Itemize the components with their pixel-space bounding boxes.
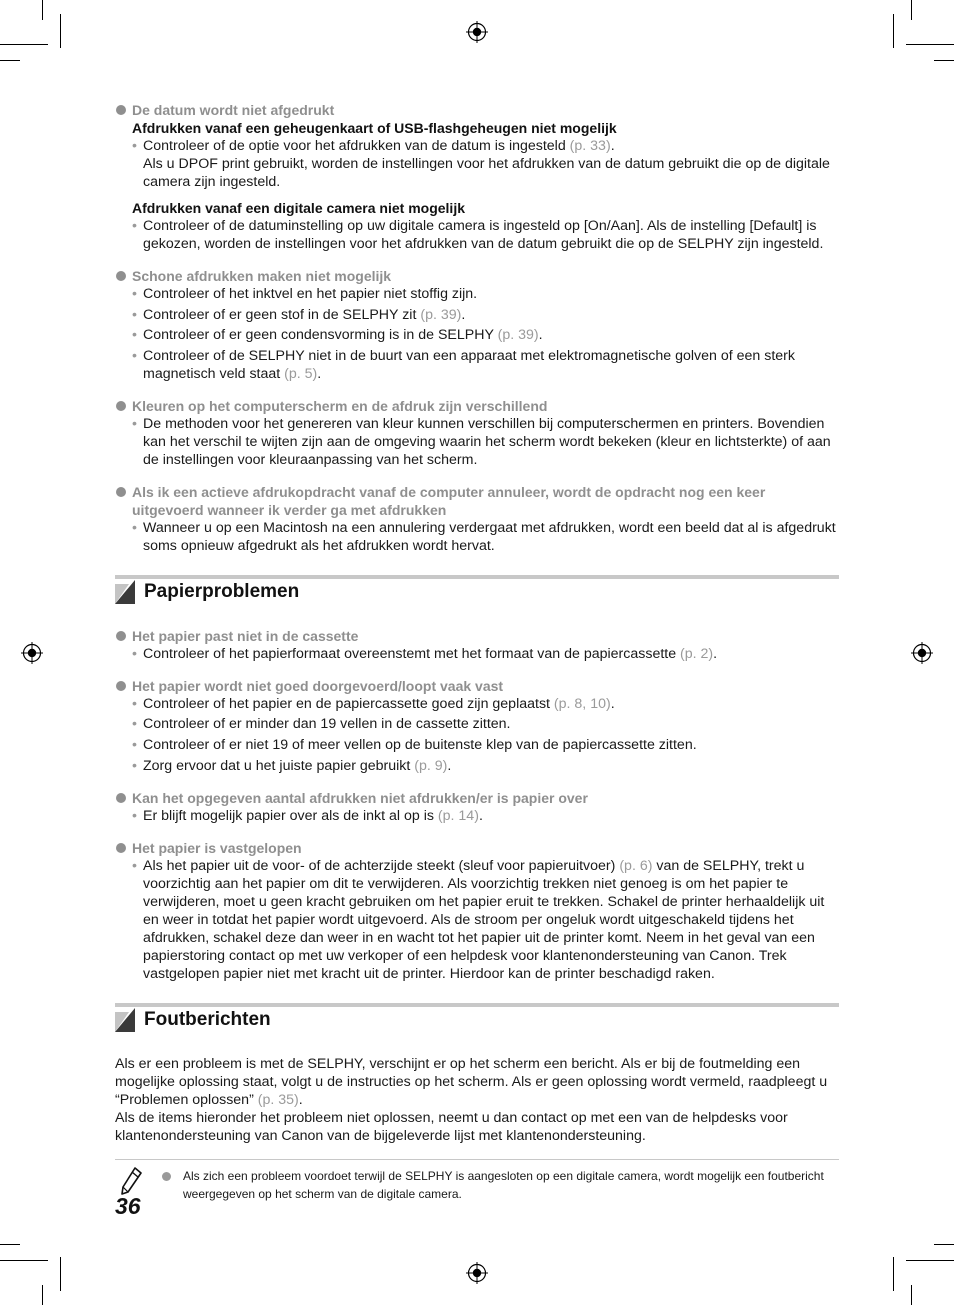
page-ref-link[interactable]: (p. 39) [420,306,462,323]
bullet-dot-icon [116,105,126,115]
sub-heading: Afdrukken vanaf een geheugenkaart of USB-flashgeheugen niet mogelijk [132,120,617,136]
registration-mark-icon [466,21,488,43]
list-item: • Als het papier uit de voor- of de achterzijde steekt (sleuf voor papieruitvoer) (p. 6) van de SELPHY, trekt u voorzichtig aan het papier om dit te verwijderen. Als voorzichtig trekken niet genoeg is om het papier te verwijderen, moet u geen kracht gebruiken om het papier eruit te trekken. Schakel de printer herhaaldelijk uit en weer in totdat het papier wordt uitgevoerd. Als de stroom per ongeluk wordt uitgeschakeld tijdens het afdrukken, schakel deze dan weer in en wacht tot het papier uit de printer komt. Neem in het geval van een papierstoring contact op met uw verkoper of een helpdesk voor klantenondersteuning van Canon. Trek vastgelopen papier niet met kracht uit de printer. Hierdoor kan de printer beschadigd raken. [132,857,825,982]
section-heading: Schone afdrukken maken niet mogelijk [115,267,839,285]
bullet-list [115,857,839,983]
page-ref-link[interactable]: (p. 14) [437,807,479,824]
crop-mark [42,0,43,20]
bullet-icon: • [132,807,137,824]
crop-mark [42,1285,43,1305]
section-heading: Kan het opgegeven aantal afdrukken niet afdrukken/er is papier over [115,789,839,807]
bullet-icon: • [132,757,137,774]
bullet-icon: • [132,286,137,302]
crop-mark [911,0,912,20]
list-item: • Controleer of er geen stof in de SELPHY zit (p. 39). [132,306,466,323]
troubleshoot-section [115,627,839,663]
page-ref-link[interactable]: (p. 33) [569,138,611,154]
list-item: • Controleer of er niet 19 of meer vellen op de buitenste klep van de papiercassette zitten. [132,736,697,753]
list-item: • Controleer of er geen condensvorming is in de SELPHY (p. 39). [132,327,543,344]
bullet-dot-icon [116,793,126,803]
bullet-icon: • [132,306,137,323]
crop-mark [60,14,61,48]
crop-mark [934,1244,954,1245]
bullet-list [115,137,839,191]
list-item: • Er blijft mogelijk papier over als de inkt al op is (p. 14). [132,807,483,824]
bullet-dot-icon [116,843,126,853]
body-paragraph: Als er een probleem is met de SELPHY, verschijnt er op het scherm een bericht. Als er bij de foutmelding een mogelijke oplossing staat, volgt u de instructies op het scherm. Als er geen oplossing wordt vermeld, raadpleegt u “Problemen oplossen” (p. 35). Als de items hieronder het probleem niet oplossen, neemt u dan contact op met een van de helpdesks voor klantenondersteuning van Canon van de bijgeleverde lijst met klantenondersteuning. [115,1055,828,1144]
section-title-bar [115,575,839,609]
bullet-icon: • [132,138,137,154]
bullet-icon: • [132,347,137,364]
bullet-icon: • [132,645,137,662]
list-item: • Controleer of er minder dan 19 vellen in de cassette zitten. [132,716,511,733]
troubleshoot-section [115,789,839,825]
bullet-icon: • [132,695,137,712]
bullet-icon: • [132,736,137,753]
crop-mark [893,1257,894,1291]
crop-mark [60,1257,61,1291]
note-box [115,1159,839,1205]
crop-mark [0,1260,48,1261]
page-number: 36 [115,1193,141,1219]
bullet-dot-icon [116,271,126,281]
list-item: • Controleer of het papierformaat overeenstemt met het formaat van de papiercassette (p. 2). [132,645,718,662]
troubleshoot-section [115,483,839,555]
page-ref-link[interactable]: (p. 5) [284,365,318,382]
section-heading: Het papier is vastgelopen [115,839,839,857]
bullet-icon: • [132,327,137,344]
troubleshoot-section [115,839,839,983]
crop-mark [0,1244,20,1245]
crop-mark [906,44,954,45]
bullet-list [115,807,839,825]
list-item: • Controleer of het inktvel en het papier niet stoffig zijn. [132,286,478,302]
registration-mark-icon [21,642,43,664]
list-item: • Wanneer u op een Macintosh na een annulering verdergaat met afdrukken, wordt een beeld dat al is afgedrukt soms opnieuw afgedrukt als het afdrukken wordt hervat. [132,519,836,554]
troubleshoot-section [115,397,839,469]
page-ref-link[interactable]: (p. 9) [414,757,448,774]
troubleshoot-section [115,677,839,775]
troubleshoot-section [115,101,839,253]
section-heading: Kleuren op het computerscherm en de afdruk zijn verschillend [115,397,839,415]
section-title: Foutberichten [144,1008,271,1030]
crop-mark [934,60,954,61]
note-text: Als zich een probleem voordoet terwijl de SELPHY is aangesloten op een digitale camera, wordt mogelijk een foutbericht weergegeven op het scherm van de digitale camera. [183,1168,824,1201]
section-heading: Het papier past niet in de cassette [115,627,839,645]
page-ref-link[interactable]: (p. 8, 10) [553,695,611,712]
crop-mark [906,1260,954,1261]
bullet-dot-icon [116,401,126,411]
crop-mark [0,44,48,45]
page-ref-link[interactable]: (p. 2) [680,645,714,662]
bullet-list [115,695,839,775]
bullet-list [115,519,839,555]
section-title: Papierproblemen [144,580,300,602]
list-item: • Controleer of de SELPHY niet in de buurt van een apparaat met elektromagnetische golven of een sterk magnetisch veld staat (p. 5). [132,347,795,382]
bullet-list [115,285,839,383]
page-ref-link[interactable]: (p. 39) [497,327,539,344]
section-heading: Als ik een actieve afdrukopdracht vanaf de computer annuleer, wordt de opdracht nog een keer uitgevoerd wanneer ik verder ga met afdrukken [115,483,839,519]
list-item: • Zorg ervoor dat u het juiste papier gebruikt (p. 9). [132,757,452,774]
section-heading: De datum wordt niet afgedrukt [115,101,839,119]
bullet-dot-icon [116,631,126,641]
sub-heading: Afdrukken vanaf een digitale camera niet mogelijk [132,200,465,216]
bullet-icon: • [132,716,137,733]
bullet-icon: • [132,218,137,234]
section-title-bar [115,1003,839,1037]
bullet-list [115,217,839,253]
pencil-note-icon [119,1166,143,1196]
heading-triangle-icon [115,1008,135,1032]
bullet-icon: • [132,857,137,874]
bullet-dot-icon [116,487,126,497]
bullet-dot-icon [162,1172,171,1181]
bullet-list [115,415,839,469]
troubleshoot-section [115,267,839,383]
list-item: • Controleer of de optie voor het afdrukken van de datum is ingesteld (p. 33). Als u DPOF print gebruikt, worden de instellingen voor het afdrukken van de datum gebruikt die op de digitale camera zijn ingesteld. [132,138,830,190]
page-content [115,101,839,1205]
section-heading: Het papier wordt niet goed doorgevoerd/loopt vaak vast [115,677,839,695]
registration-mark-icon [466,1262,488,1284]
bullet-list [115,645,839,663]
bullet-icon: • [132,519,137,536]
heading-triangle-icon [115,580,135,604]
list-item: • De methoden voor het genereren van kleur kunnen verschillen bij computerschermen en printers. Bovendien kan het verschil te wijten zijn aan de omgeving waarin het scherm wordt bekeken (kleur en lichtsterkte) of aan de instellingen voor kleuraanpassing van het scherm. [132,415,831,468]
bullet-icon: • [132,415,137,432]
bullet-dot-icon [116,681,126,691]
crop-mark [0,60,20,61]
page-ref-link[interactable]: (p. 35) [257,1091,299,1108]
list-item: • Controleer of het papier en de papiercassette goed zijn geplaatst (p. 8, 10). [132,695,615,712]
list-item: • Controleer of de datuminstelling op uw digitale camera is ingesteld op [On/Aan]. Als de instelling [Default] is gekozen, worden de instellingen voor het afdrukken van de datum gebruikt die op de SELPHY zijn ingesteld. [132,218,824,252]
registration-mark-icon [911,642,933,664]
crop-mark [893,14,894,48]
crop-mark [911,1285,912,1305]
page-ref-link[interactable]: (p. 6) [619,857,653,874]
